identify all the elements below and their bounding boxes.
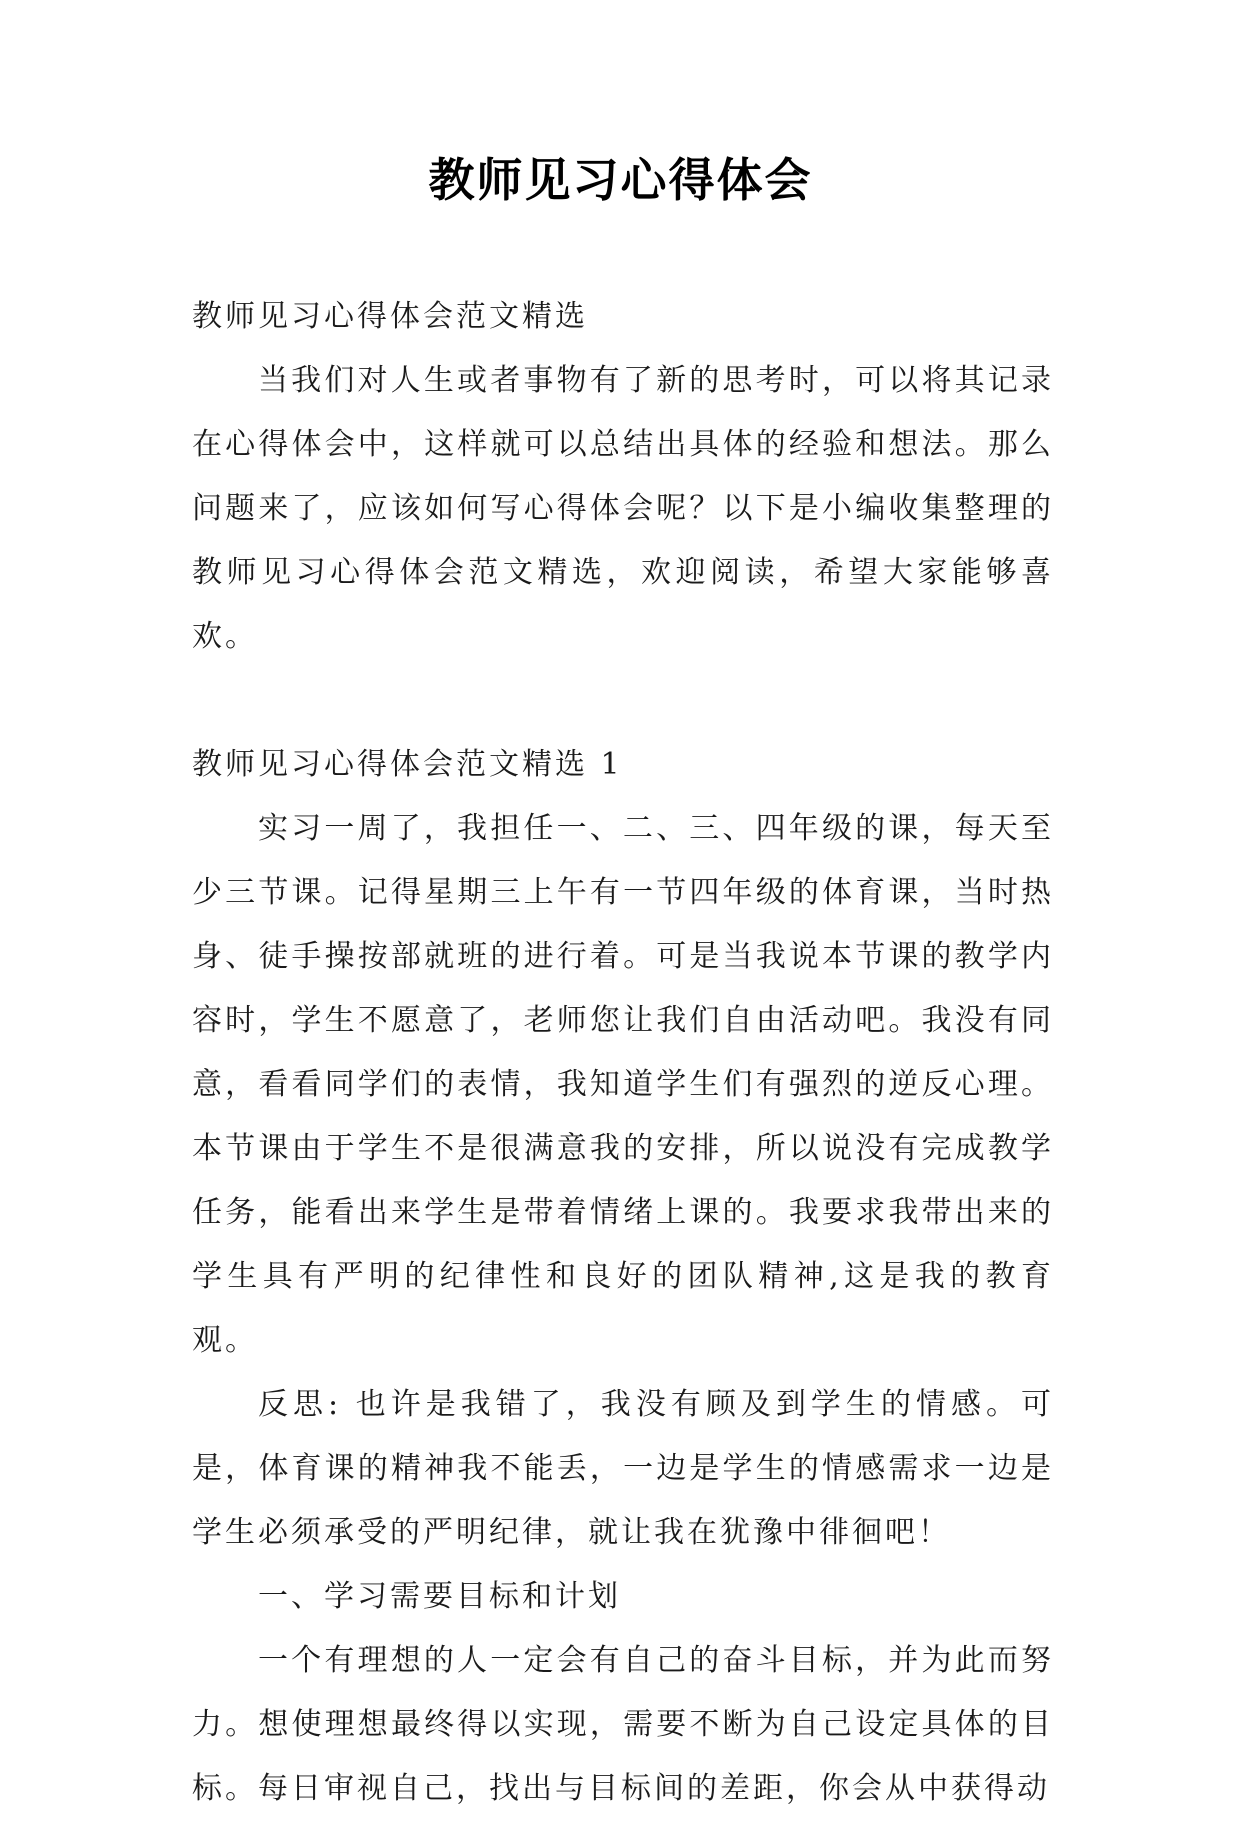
document-body [192,285,1054,1821]
body-paragraph-3: 一个有理想的人一定会有自己的奋斗目标，并为此而努力。想使理想最终得以实现，需要不断为自己设定具体的目标。每日审视自己，找出与目标间的差距，你会从中获得动 [192,1643,1054,1806]
intro-heading: 教师见习心得体会范文精选 [192,299,588,334]
body-paragraph-1: 实习一周了，我担任一、二、三、四年级的课，每天至少三节课。记得星期三上午有一节四年级的体育课，当时热身、徒手操按部就班的进行着。可是当我说本节课的教学内容时，学生不愿意了，老师您让我们自由活动吧。我没有同意，看看同学们的表情，我知道学生们有强烈的逆反心理。本节课由于学生不是很满意我的安排，所以说没有完成教学任务，能看出来学生是带着情绪上课的。我要求我带出来的学生具有严明的纪律性和良好的团队精神,这是我的教育观。 [192,811,1054,1358]
section-heading-1: 教师见习心得体会范文精选 1 [192,747,623,782]
intro-paragraph: 当我们对人生或者事物有了新的思考时，可以将其记录在心得体会中，这样就可以总结出具体的经验和想法。那么问题来了，应该如何写心得体会呢？以下是小编收集整理的教师见习心得体会范文精选，欢迎阅读，希望大家能够喜欢。 [192,363,1054,654]
document-title: 教师见习心得体会 [428,153,813,207]
body-paragraph-2: 反思: 也许是我错了，我没有顾及到学生的情感。可是，体育课的精神我不能丢，一边是学生的情感需求一边是学生必须承受的严明纪律，就让我在犹豫中徘徊吧！ [192,1387,1054,1550]
subheading-1: 一、学习需要目标和计划 [258,1579,621,1614]
